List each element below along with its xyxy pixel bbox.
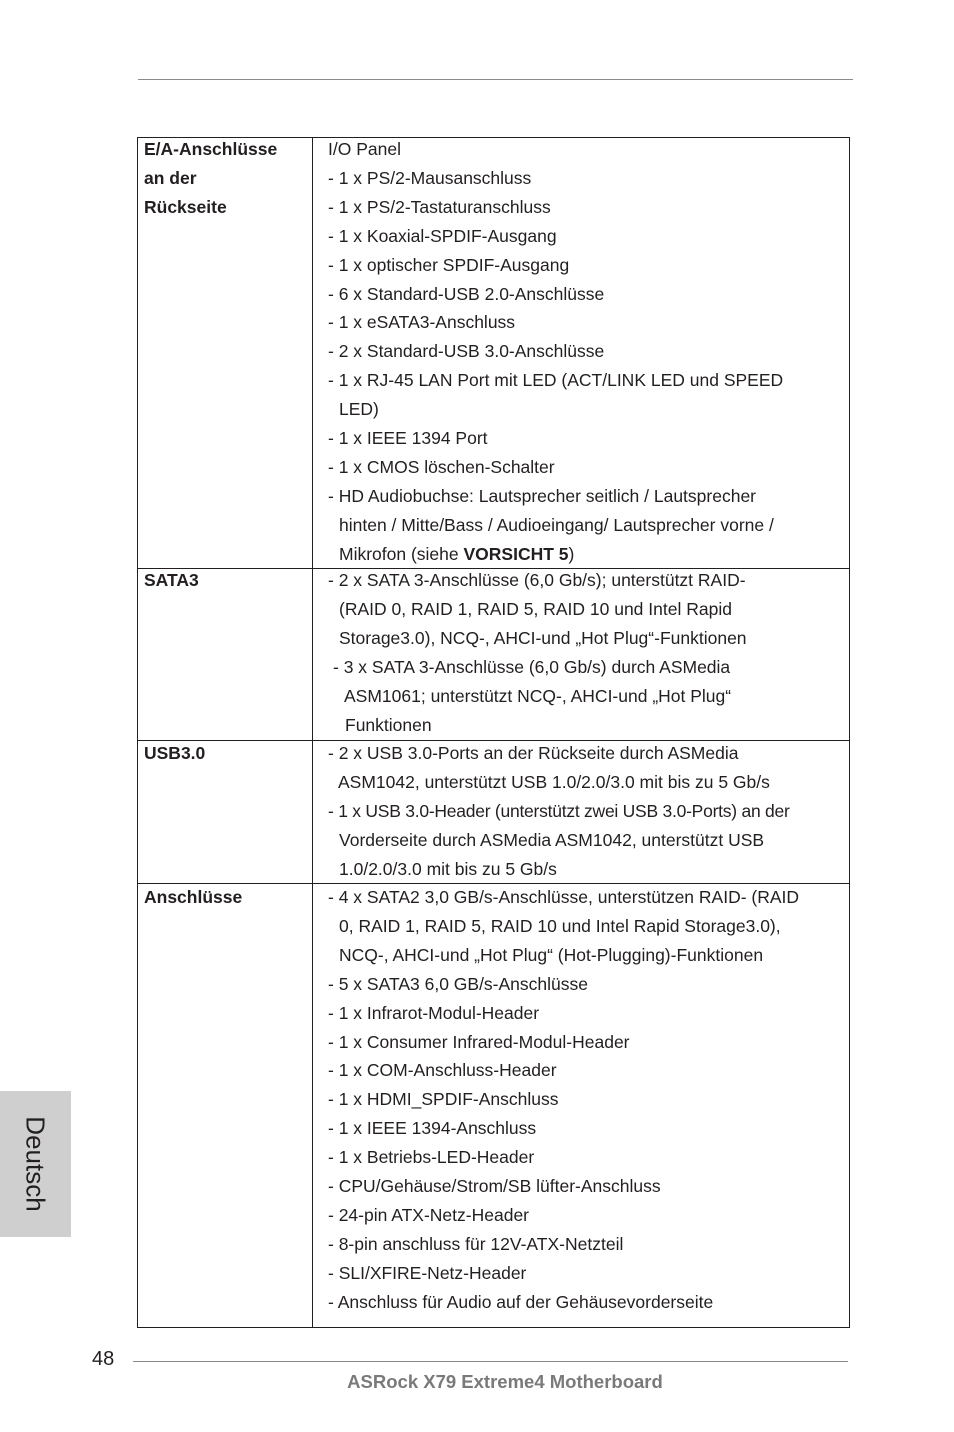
list-item <box>328 540 783 569</box>
list-item: - 1 x IEEE 1394-Anschluss <box>328 1118 537 1139</box>
column-divider <box>312 138 313 1327</box>
list-item: - CPU/Gehäuse/Strom/SB lüfter-Anschluss <box>328 1176 661 1197</box>
list-item: - 1 x PS/2-Tastaturanschluss <box>328 196 551 217</box>
list-item: - 1 x COM-Anschluss-Header <box>328 1060 557 1081</box>
list-item: - 1 x HDMI_SPDIF-Anschluss <box>328 1089 559 1110</box>
list-item: - 1 x Betriebs-LED-Header <box>328 1147 535 1168</box>
list-item: NCQ-, AHCI-und „Hot Plug“ (Hot-Plugging)-Funktionen <box>339 944 764 965</box>
list-item: - Anschluss für Audio auf der Gehäusevorderseite <box>328 1291 714 1312</box>
list-item: - 1 x IEEE 1394 Port <box>328 428 488 449</box>
list-item: - 5 x SATA3 6,0 GB/s-Anschlüsse <box>328 973 589 994</box>
list-item: ASM1042, unterstützt USB 1.0/2.0/3.0 mit bis zu 5 Gb/s <box>338 771 770 792</box>
list-item: - 24-pin ATX-Netz-Header <box>328 1204 530 1225</box>
list-item: - 1 x RJ-45 LAN Port mit LED (ACT/LINK LED und SPEED <box>328 370 784 391</box>
list-item: - 1 x eSATA3-Anschluss <box>328 312 516 333</box>
list-item: - 3 x SATA 3-Anschlüsse (6,0 Gb/s) durch ASMedia <box>333 656 731 677</box>
row-items-usb30 <box>328 739 790 884</box>
list-item: Vorderseite durch ASMedia ASM1042, unterstützt USB <box>339 829 765 850</box>
top-rule <box>138 79 853 80</box>
list-item: - 1 x PS/2-Mausanschluss <box>328 167 532 188</box>
list-item: - 1 x CMOS löschen-Schalter <box>328 456 555 477</box>
item-text: Mikrofon (siehe <box>339 543 464 564</box>
list-item: - 8-pin anschluss für 12V-ATX-Netzteil <box>328 1233 624 1254</box>
list-item: ASM1061; unterstützt NCQ-, AHCI-und „Hot Plug“ <box>344 685 732 706</box>
list-item: - 2 x SATA 3-Anschlüsse (6,0 Gb/s); unterstützt RAID- <box>328 570 746 590</box>
list-item: - 1 x optischer SPDIF-Ausgang <box>328 254 570 275</box>
list-item: Storage3.0), NCQ-, AHCI-und „Hot Plug“-Funktionen <box>339 627 747 648</box>
list-item: - 1 x Consumer Infrared-Modul-Header <box>328 1031 630 1052</box>
row-items-connectors <box>328 883 799 1317</box>
list-item: hinten / Mitte/Bass / Audioeingang/ Lautsprecher vorne / <box>339 514 774 535</box>
row-label-connectors: Anschlüsse <box>144 887 243 907</box>
list-item: - HD Audiobuchse: Lautsprecher seitlich / Lautsprecher <box>328 485 757 506</box>
list-item: - SLI/XFIRE-Netz-Header <box>328 1262 527 1283</box>
list-item: Funktionen <box>345 714 432 735</box>
list-item: - 2 x USB 3.0-Ports an der Rückseite durch ASMedia <box>328 743 739 763</box>
list-item: - 2 x Standard-USB 3.0-Anschlüsse <box>328 341 605 362</box>
list-item: - 4 x SATA2 3,0 GB/s-Anschlüsse, unterstützen RAID- (RAID <box>328 887 800 907</box>
row-label-usb30: USB3.0 <box>144 743 206 763</box>
caution-reference: VORSICHT 5 <box>463 543 569 564</box>
footer-product-name: ASRock X79 Extreme4 Motherboard <box>347 1371 663 1392</box>
row-label-io-panel: E/A-Anschlüsse an der Rückseite <box>144 139 278 217</box>
list-item: 0, RAID 1, RAID 5, RAID 10 und Intel Rapid Storage3.0), <box>339 915 781 936</box>
item-text: ) <box>568 543 575 564</box>
language-side-tab <box>0 1091 71 1237</box>
spec-table <box>137 137 850 1328</box>
row-label-sata3: SATA3 <box>144 570 199 590</box>
bottom-rule <box>133 1361 848 1362</box>
page-number: 48 <box>92 1348 115 1370</box>
list-item: - 6 x Standard-USB 2.0-Anschlüsse <box>328 283 605 304</box>
list-item: I/O Panel <box>328 139 401 159</box>
list-item: 1.0/2.0/3.0 mit bis zu 5 Gb/s <box>339 858 557 879</box>
list-item: - 1 x Koaxial-SPDIF-Ausgang <box>328 225 557 246</box>
list-item: - 1 x USB 3.0-Header (unterstützt zwei USB 3.0-Ports) an der <box>328 800 790 821</box>
row-items-sata3 <box>328 566 747 739</box>
row-items-io-panel <box>328 135 783 569</box>
list-item: - 1 x Infrarot-Modul-Header <box>328 1002 540 1023</box>
list-item: LED) <box>339 399 379 420</box>
list-item: (RAID 0, RAID 1, RAID 5, RAID 10 und Intel Rapid <box>339 598 732 619</box>
language-tab-label: Deutsch <box>20 1116 51 1212</box>
